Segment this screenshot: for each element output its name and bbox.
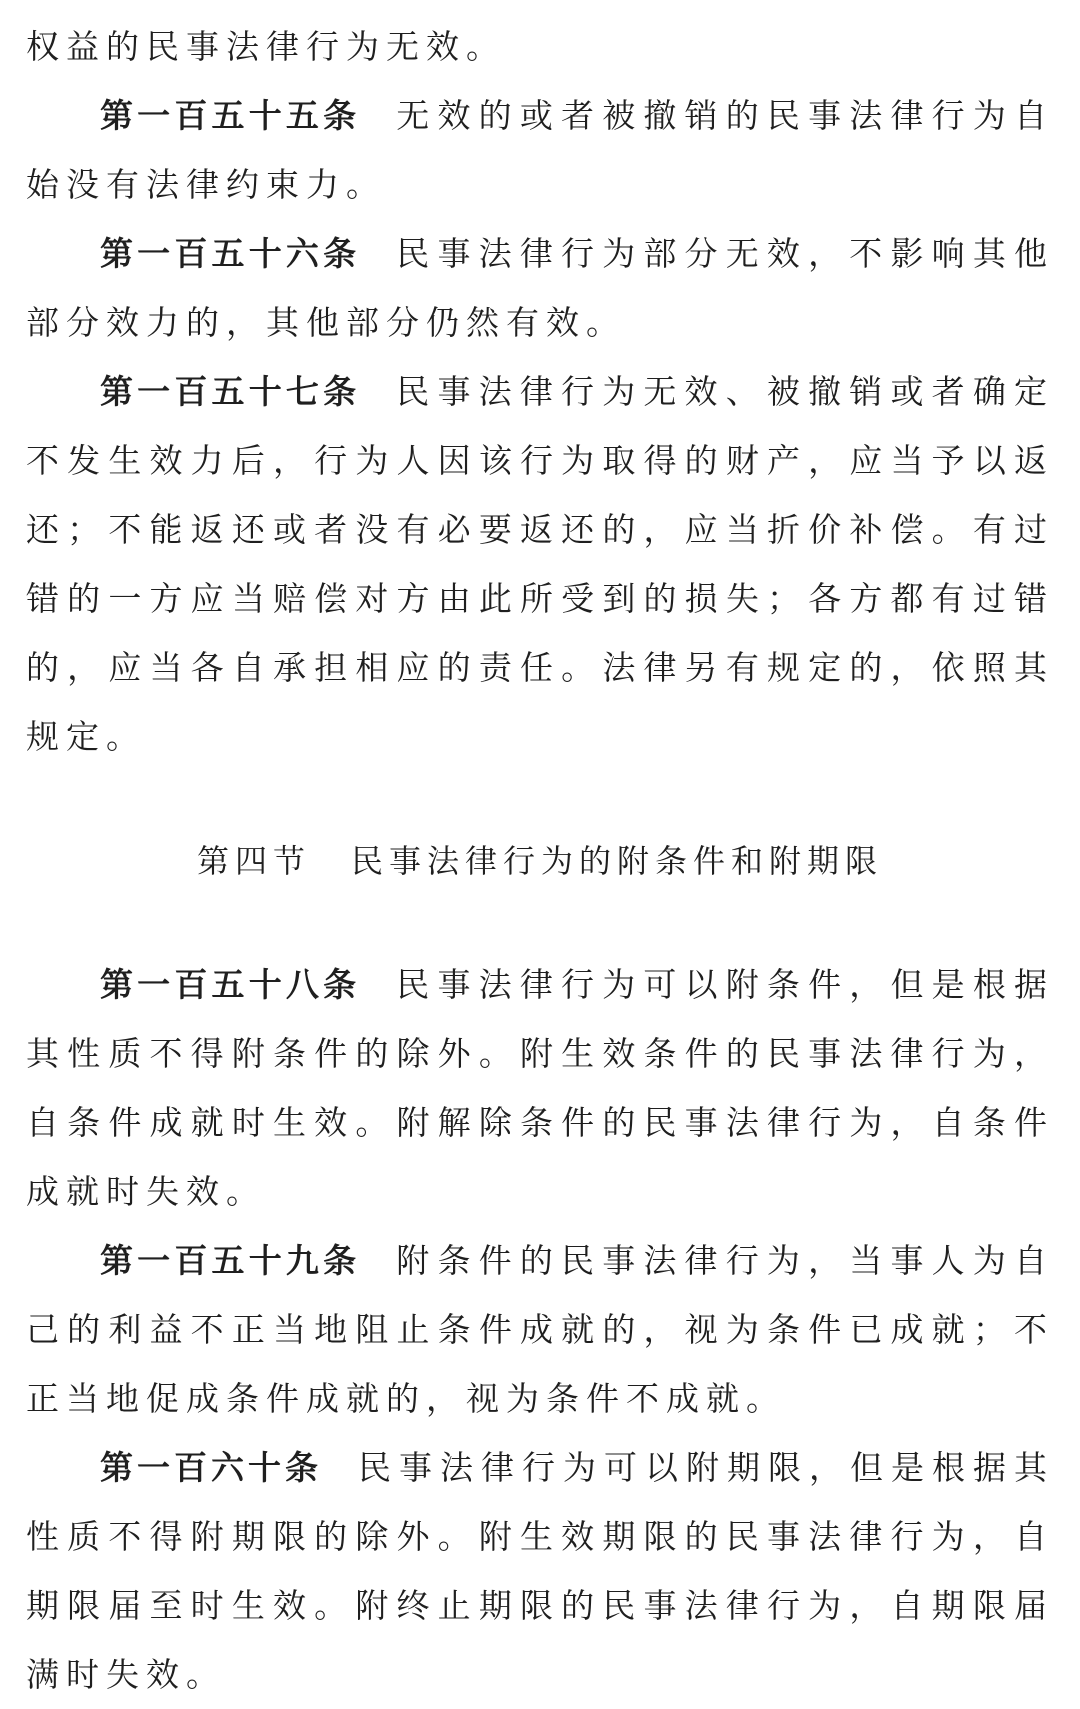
article-number: 第一百五十五条	[100, 96, 361, 135]
continuation-text: 权益的民事法律行为无效。	[26, 27, 506, 66]
article-157	[26, 357, 1054, 771]
section-number: 第四节	[196, 842, 311, 880]
article-160	[26, 1433, 1054, 1709]
article-text: 附条件的民事法律行为，当事人为自己的利益不正当地阻止条件成就的，视为条件已成就；不正当地促成条件成就的，视为条件不成就。	[26, 1241, 1055, 1418]
article-text: 无效的或者被撤销的民事法律行为自始没有法律约束力。	[26, 96, 1055, 204]
section-heading	[26, 827, 1054, 896]
article-text: 民事法律行为部分无效，不影响其他部分效力的，其他部分仍然有效。	[26, 234, 1055, 342]
article-text: 民事法律行为可以附期限，但是根据其性质不得附期限的除外。附生效期限的民事法律行为，自期限届至时生效。附终止期限的民事法律行为，自期限届满时失效。	[26, 1448, 1054, 1694]
article-number: 第一百六十条	[100, 1448, 322, 1487]
article-text: 民事法律行为可以附条件，但是根据其性质不得附条件的除外。附生效条件的民事法律行为，自条件成就时生效。附解除条件的民事法律行为，自条件成就时失效。	[26, 965, 1055, 1211]
article-number: 第一百五十九条	[100, 1241, 361, 1280]
article-158	[26, 950, 1054, 1226]
article-155	[26, 81, 1054, 219]
section-title: 民事法律行为的附条件和附期限	[351, 842, 884, 880]
article-number: 第一百五十七条	[100, 372, 361, 411]
article-159	[26, 1226, 1054, 1433]
article-number: 第一百五十六条	[100, 234, 361, 273]
article-156	[26, 219, 1054, 357]
article-text: 民事法律行为无效、被撤销或者确定不发生效力后，行为人因该行为取得的财产，应当予以返还；不能返还或者没有必要返还的，应当折价补偿。有过错的一方应当赔偿对方由此所受到的损失；各方都有过错的，应当各自承担相应的责任。法律另有规定的，依照其规定。	[26, 372, 1055, 756]
article-number: 第一百五十八条	[100, 965, 361, 1004]
